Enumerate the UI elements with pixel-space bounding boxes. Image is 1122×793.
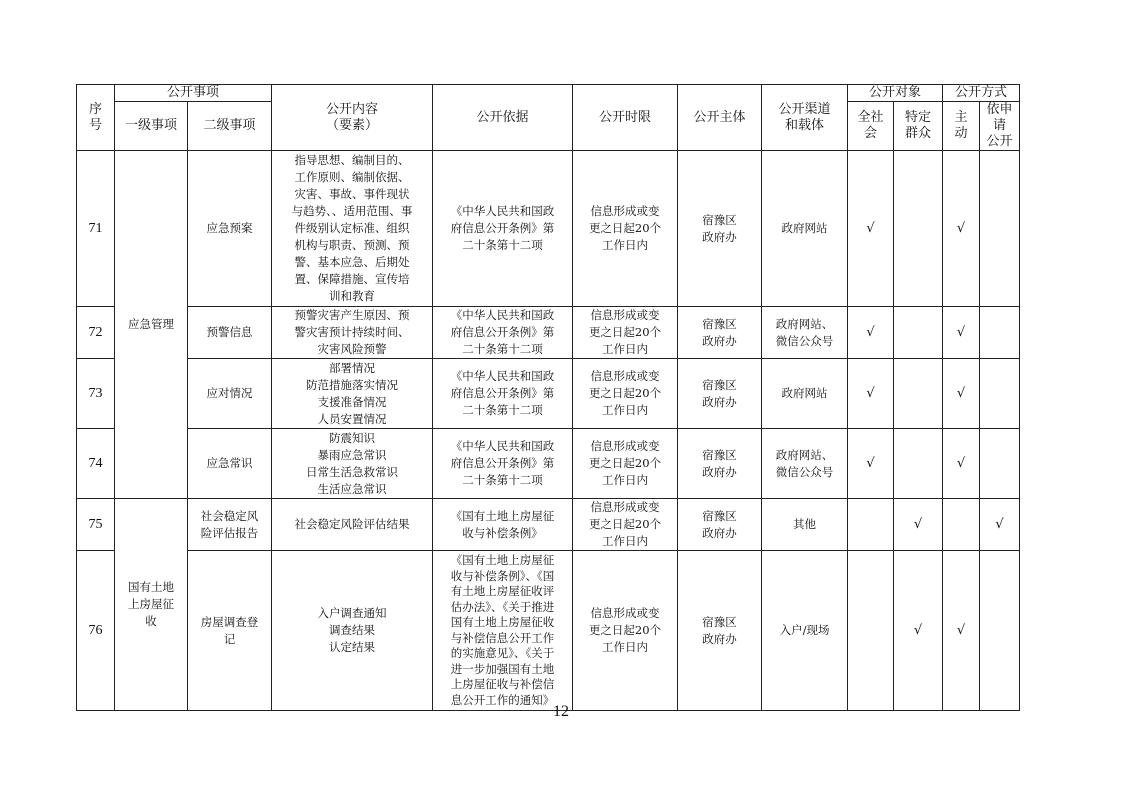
check-method-active: √ — [943, 151, 980, 307]
row-seq: 76 — [77, 551, 115, 711]
check-target-specific — [894, 359, 943, 429]
check-method-active: √ — [943, 359, 980, 429]
row-channel: 其他 — [762, 499, 848, 551]
row-channel: 政府网站、 微信公众号 — [762, 429, 848, 499]
row-subject: 宿豫区 政府办 — [678, 429, 762, 499]
row-basis: 《中华人民共和国政 府信息公开条例》第 二十条第十二项 — [433, 151, 573, 307]
row-subject: 宿豫区 政府办 — [678, 307, 762, 359]
check-method-request — [980, 429, 1020, 499]
level1-emergency: 应急管理 — [115, 151, 188, 499]
check-method-active: √ — [943, 429, 980, 499]
disclosure-table — [76, 84, 1020, 711]
row-basis: 《国有土地上房屋征 收与补偿条例》 — [433, 499, 573, 551]
header-method-active: 主 动 — [943, 102, 980, 151]
check-target-specific: √ — [894, 499, 943, 551]
row-time-limit: 信息形成或变 更之日起20个 工作日内 — [573, 151, 678, 307]
header-basis: 公开依据 — [433, 85, 573, 151]
row-time-limit: 信息形成或变 更之日起20个 工作日内 — [573, 307, 678, 359]
table-row — [77, 151, 1020, 307]
check-target-specific — [894, 151, 943, 307]
check-method-request — [980, 151, 1020, 307]
check-target-all: √ — [848, 359, 894, 429]
row-basis: 《中华人民共和国政 府信息公开条例》第 二十条第十二项 — [433, 359, 573, 429]
table-row — [77, 359, 1020, 429]
row-channel: 政府网站、 微信公众号 — [762, 307, 848, 359]
row-content: 指导思想、编制目的、 工作原则、编制依据、 灾害、事故、事件现状 与趋势、、适用范围、事 件级别认定标准、组织 机构与职责、预测、预 警、基本应急、后期处 置、保障措施、宣传培 训和教育 — [272, 151, 433, 307]
check-target-specific: √ — [894, 551, 943, 711]
row-seq: 72 — [77, 307, 115, 359]
row-subject: 宿豫区 政府办 — [678, 151, 762, 307]
header-target-all: 全社 会 — [848, 102, 894, 151]
header-seq: 序 号 — [77, 85, 115, 151]
header-level1: 一级事项 — [115, 102, 188, 151]
row-level2: 房屋调查登 记 — [188, 551, 272, 711]
check-method-request — [980, 307, 1020, 359]
row-seq: 71 — [77, 151, 115, 307]
header-target-group: 公开对象 — [848, 85, 943, 102]
header-target-specific: 特定 群众 — [894, 102, 943, 151]
row-content: 部署情况 防范措施落实情况 支援准备情况 人员安置情况 — [272, 359, 433, 429]
row-basis: 《中华人民共和国政 府信息公开条例》第 二十条第十二项 — [433, 429, 573, 499]
row-basis: 《国有土地上房屋征 收与补偿条例》、《国 有土地上房屋征收评 估办法》、《关于推进 国有土地上房屋征收 与补偿信息公开工作 的实施意见》、《关于 进一步加强国有土地 上房屋征收与补偿信 息公开工作的通知》 — [433, 551, 573, 711]
row-level2: 社会稳定风 险评估报告 — [188, 499, 272, 551]
level1-land: 国有土地 上房屋征 收 — [115, 499, 188, 711]
page-number: 12 — [553, 703, 569, 720]
row-time-limit: 信息形成或变 更之日起20个 工作日内 — [573, 429, 678, 499]
header-method-group: 公开方式 — [943, 85, 1020, 102]
check-target-all — [848, 551, 894, 711]
header-matter-group: 公开事项 — [115, 85, 272, 102]
check-method-request — [980, 551, 1020, 711]
row-level2: 应急常识 — [188, 429, 272, 499]
check-target-all: √ — [848, 151, 894, 307]
row-time-limit: 信息形成或变 更之日起20个 工作日内 — [573, 359, 678, 429]
row-content: 防震知识 暴雨应急常识 日常生活急救常识 生活应急常识 — [272, 429, 433, 499]
row-level2: 应对情况 — [188, 359, 272, 429]
row-channel: 政府网站 — [762, 359, 848, 429]
row-content: 预警灾害产生原因、预 警灾害预计持续时间、 灾害风险预警 — [272, 307, 433, 359]
header-channel: 公开渠道 和载体 — [762, 85, 848, 151]
row-content: 入户调查通知 调查结果 认定结果 — [272, 551, 433, 711]
check-method-request: √ — [980, 499, 1020, 551]
header-subject: 公开主体 — [678, 85, 762, 151]
row-subject: 宿豫区 政府办 — [678, 359, 762, 429]
table-row — [77, 551, 1020, 711]
row-basis: 《中华人民共和国政 府信息公开条例》第 二十条第十二项 — [433, 307, 573, 359]
row-level2: 预警信息 — [188, 307, 272, 359]
row-seq: 75 — [77, 499, 115, 551]
check-method-active: √ — [943, 551, 980, 711]
row-level2: 应急预案 — [188, 151, 272, 307]
header-method-request: 依申请 公开 — [980, 102, 1020, 151]
check-method-request — [980, 359, 1020, 429]
check-target-all — [848, 499, 894, 551]
table-row — [77, 499, 1020, 551]
row-time-limit: 信息形成或变 更之日起20个 工作日内 — [573, 551, 678, 711]
check-target-all: √ — [848, 307, 894, 359]
check-target-specific — [894, 429, 943, 499]
header-content: 公开内容 （要素） — [272, 85, 433, 151]
check-method-active — [943, 499, 980, 551]
header-time-limit: 公开时限 — [573, 85, 678, 151]
row-content: 社会稳定风险评估结果 — [272, 499, 433, 551]
row-subject: 宿豫区 政府办 — [678, 499, 762, 551]
row-time-limit: 信息形成或变 更之日起20个 工作日内 — [573, 499, 678, 551]
row-channel: 入户/现场 — [762, 551, 848, 711]
row-seq: 74 — [77, 429, 115, 499]
check-target-specific — [894, 307, 943, 359]
table-row — [77, 429, 1020, 499]
check-target-all: √ — [848, 429, 894, 499]
row-subject: 宿豫区 政府办 — [678, 551, 762, 711]
table-row — [77, 307, 1020, 359]
header-level2: 二级事项 — [188, 102, 272, 151]
row-channel: 政府网站 — [762, 151, 848, 307]
check-method-active: √ — [943, 307, 980, 359]
row-seq: 73 — [77, 359, 115, 429]
